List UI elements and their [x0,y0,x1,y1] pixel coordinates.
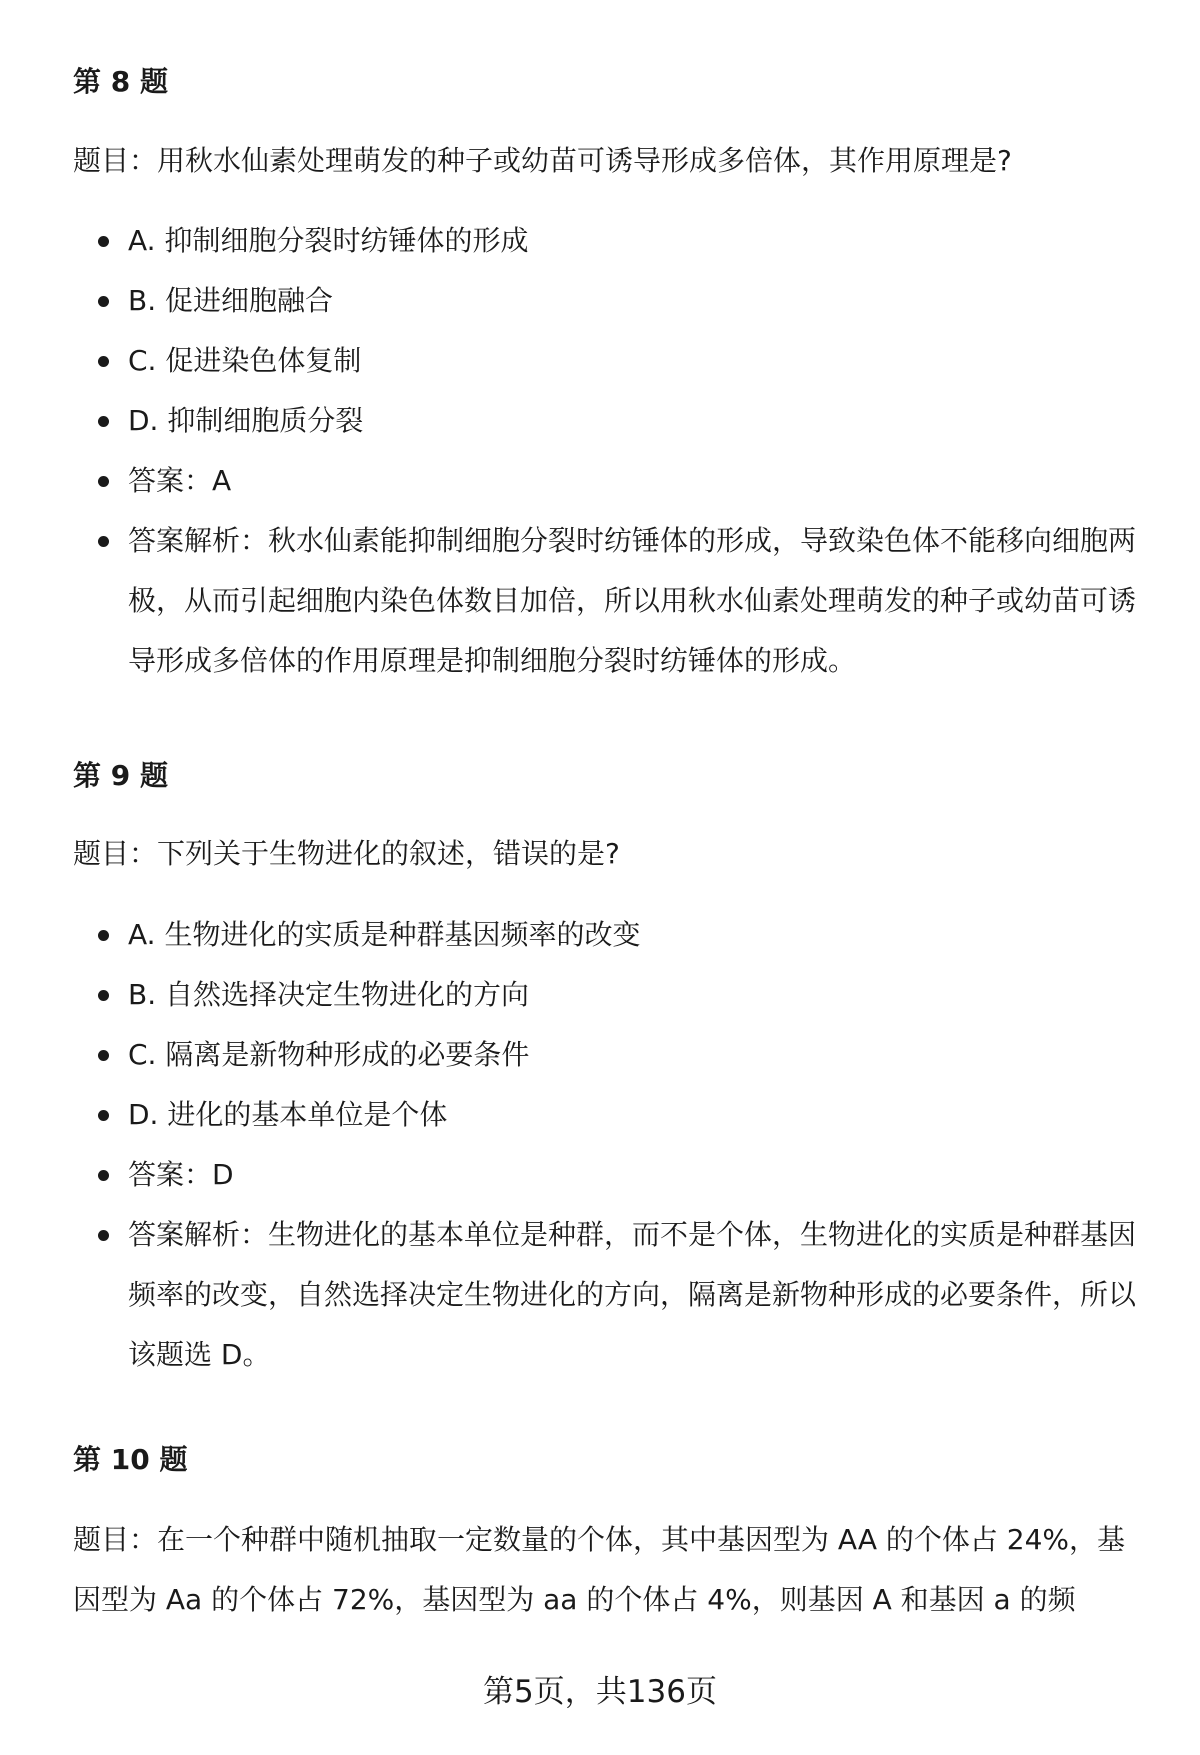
question-9-option-b: B. 自然选择决定生物进化的方向 [0,965,1200,1025]
page-number: 第5页，共136页 [483,1674,717,1710]
bullet-icon [98,416,109,427]
bullet-icon [98,1110,109,1121]
bullet-icon [98,930,109,941]
question-10-heading: 第 10 题 [73,1443,188,1476]
bullet-icon [98,1050,109,1061]
question-8-option-b: B. 促进细胞融合 [0,271,1200,331]
question-8-option-d: D. 抑制细胞质分裂 [0,391,1200,451]
question-9-answer: 答案：D [0,1145,1200,1205]
question-8-analysis: 答案解析：秋水仙素能抑制细胞分裂时纺锤体的形成，导致染色体不能移向细胞两极，从而引起细胞内染色体数目加倍，所以用秋水仙素处理萌发的种子或幼苗可诱导形成多倍体的作用原理是抑制细胞分裂时纺锤体的形成。 [0,511,1200,691]
question-8-stem: 题目：用秋水仙素处理萌发的种子或幼苗可诱导形成多倍体，其作用原理是? [73,144,1012,177]
bullet-icon [98,356,109,367]
question-9-stem: 题目：下列关于生物进化的叙述，错误的是? [73,837,620,870]
question-8-answer: 答案：A [0,451,1200,511]
question-9-option-c: C. 隔离是新物种形成的必要条件 [0,1025,1200,1085]
bullet-icon [98,990,109,1001]
bullet-icon [98,1230,109,1241]
question-9-option-a: A. 生物进化的实质是种群基因频率的改变 [0,905,1200,965]
question-9-option-d: D. 进化的基本单位是个体 [0,1085,1200,1145]
question-9-options [0,905,1200,1385]
bullet-icon [98,236,109,247]
bullet-icon [98,1170,109,1181]
question-8-options [0,211,1200,691]
bullet-icon [98,476,109,487]
question-8-option-a: A. 抑制细胞分裂时纺锤体的形成 [0,211,1200,271]
question-10-stem: 题目：在一个种群中随机抽取一定数量的个体，其中基因型为 AA 的个体占 24%，基因型为 Aa 的个体占 72%，基因型为 aa 的个体占 4%，则基因 A 和基因 a 的频 [73,1523,1126,1616]
question-8-option-c: C. 促进染色体复制 [0,331,1200,391]
bullet-icon [98,536,109,547]
question-8-heading: 第 8 题 [73,65,168,98]
bullet-icon [98,296,109,307]
question-9-analysis: 答案解析：生物进化的基本单位是种群，而不是个体，生物进化的实质是种群基因频率的改变，自然选择决定生物进化的方向，隔离是新物种形成的必要条件，所以该题选 D。 [0,1205,1200,1385]
question-9-heading: 第 9 题 [73,759,168,792]
